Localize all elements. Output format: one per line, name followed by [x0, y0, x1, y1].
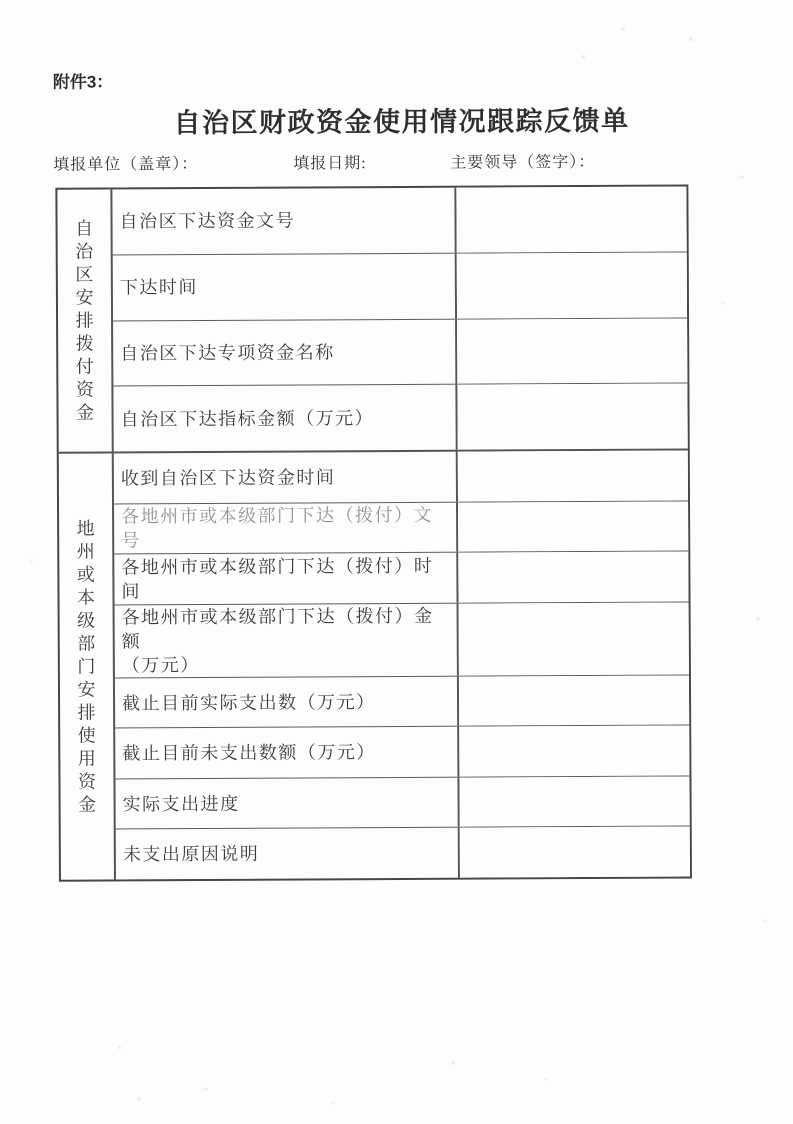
section-region-allocated-funds: [57, 186, 687, 451]
row-label: 自治区下达指标金额（万元）: [113, 385, 457, 452]
section-header-local-usage: [59, 453, 116, 879]
field-label-reporting-unit: 填报单位（盖章）：: [53, 156, 199, 174]
table-row: [113, 383, 687, 452]
row-value-cell: [457, 318, 687, 384]
table-row: [112, 186, 686, 254]
row-label: 自治区下达资金文号: [112, 188, 456, 255]
row-label: 收到自治区下达资金时间: [114, 452, 458, 503]
table-row: [115, 725, 689, 779]
field-label-reporting-date: 填报日期:: [293, 155, 367, 173]
section-header-region-allocated: [57, 189, 113, 451]
form-header-fields: [0, 148, 791, 176]
row-value-cell: [459, 602, 689, 675]
page-title: 自治区财政资金使用情况跟踪反馈单: [173, 105, 630, 139]
table-row: [114, 500, 688, 554]
row-value-cell: [456, 186, 686, 252]
table-row: [114, 450, 688, 503]
table-row: [116, 826, 690, 880]
row-label: 各地州市或本级部门下达（拨付）时间: [114, 553, 458, 604]
row-label: 下达时间: [113, 253, 457, 320]
table-row: [115, 775, 689, 829]
table-row: [115, 601, 689, 677]
section-header-text: 自治区安排拨付资金: [75, 218, 95, 423]
section-header-text: 地州或本级部门安排使用资金: [76, 518, 97, 815]
row-value-cell: [459, 726, 689, 777]
row-value-cell: [458, 450, 688, 501]
table-row: [114, 551, 688, 605]
table-row: [115, 674, 689, 728]
row-label: 实际支出进度: [115, 778, 459, 829]
section-rows: [114, 450, 690, 879]
row-value-cell: [459, 675, 689, 726]
row-value-cell: [458, 501, 688, 552]
row-label: 自治区下达专项资金名称: [113, 319, 457, 386]
row-label: 截止目前实际支出数（万元）: [115, 676, 459, 727]
field-label-leader-signature: 主要领导（签字）：: [450, 153, 596, 172]
feedback-table: [55, 184, 692, 881]
section-rows: [112, 186, 687, 451]
row-value-cell: [457, 252, 687, 318]
row-label: 各地州市或本级部门下达（拨付）金额 （万元）: [115, 603, 459, 677]
row-label: 截止目前未支出数额（万元）: [115, 727, 459, 778]
table-row: [113, 251, 687, 320]
row-value-cell: [457, 384, 687, 450]
row-label: 未支出原因说明: [116, 828, 460, 879]
row-value-cell: [458, 552, 688, 603]
row-value-cell: [459, 776, 689, 827]
table-row: [113, 317, 687, 386]
attachment-label: 附件3：: [52, 72, 114, 92]
row-value-cell: [460, 827, 690, 878]
row-label: 各地州市或本级部门下达（拨付）文号: [114, 502, 458, 553]
section-local-fund-usage: [59, 448, 690, 879]
